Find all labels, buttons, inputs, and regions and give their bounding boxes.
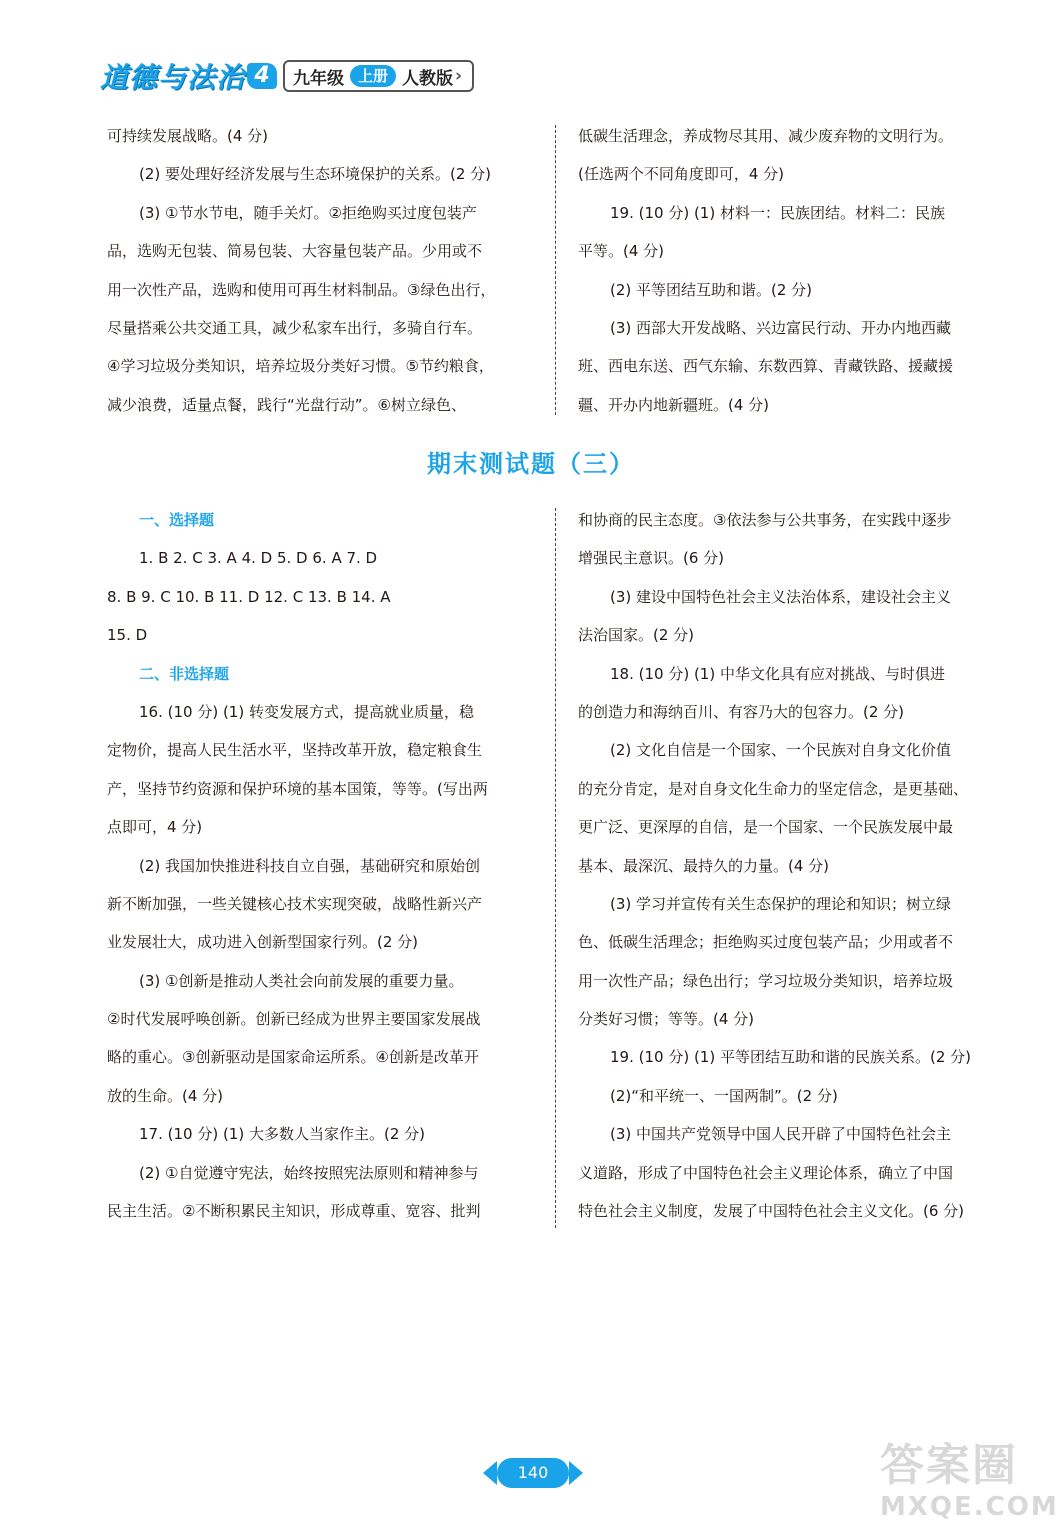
chevron-right-icon: ›	[455, 66, 463, 86]
text-line: 色、低碳生活理念；拒绝购买过度包装产品；少用或者不	[578, 933, 954, 952]
text-line: (2) 要处理好经济发展与生态环境保护的关系。(2 分)	[139, 165, 492, 184]
bottom-left-column	[107, 501, 527, 1230]
text-line: (2) 文化自信是一个国家、一个民族对自身文化价值	[610, 741, 952, 760]
section-title: 期末测试题（三）	[427, 450, 635, 478]
text-line: 的创造力和海纳百川、有容乃大的包容力。(2 分)	[578, 702, 905, 721]
text-line: (3) ①节水节电，随手关灯。②拒绝购买过度包装产	[139, 203, 477, 222]
text-line: 义道路，形成了中国特色社会主义理论体系，确立了中国	[578, 1163, 954, 1182]
header-info-box	[283, 60, 474, 92]
text-line: (3) ①创新是推动人类社会向前发展的重要力量。	[139, 971, 464, 990]
text-line: 17. (10 分) (1) 大多数人当家作主。(2 分)	[139, 1125, 425, 1144]
watermark-logo	[880, 1440, 1059, 1530]
text-line: 定物价，提高人民生活水平，坚持改革开放，稳定粮食生	[107, 741, 483, 760]
grade-label: 九年级	[293, 68, 345, 89]
text-line: 业发展壮大，成功进入创新型国家行列。(2 分)	[107, 933, 419, 952]
text-line: 用一次性产品；绿色出行；学习垃圾分类知识，培养垃圾	[578, 971, 954, 990]
text-line: ④学习垃圾分类知识，培养垃圾分类好习惯。⑤节约粮食，	[107, 357, 494, 376]
text-line: 分类好习惯；等等。(4 分)	[578, 1010, 755, 1029]
text-line: 更广泛、更深厚的自信，是一个国家、一个民族发展中最	[578, 818, 954, 837]
text-line: (3) 中国共产党领导中国人民开辟了中国特色社会主	[610, 1125, 952, 1144]
text-line: 低碳生活理念，养成物尽其用、减少废弃物的文明行为。	[578, 127, 954, 145]
text-line: 可持续发展战略。(4 分)	[107, 127, 269, 145]
answer-row: 15. D	[107, 626, 148, 645]
answer-row: 8. B 9. C 10. B 11. D 12. C 13. B 14. A	[107, 587, 391, 606]
text-line: 特色社会主义制度，发展了中国特色社会主义文化。(6 分)	[578, 1202, 965, 1221]
watermark-text: 答案圈	[880, 1440, 1018, 1491]
text-line: 减少浪费，适量点餐，践行“光盘行动”。⑥树立绿色、	[107, 395, 466, 414]
top-left-column	[107, 117, 527, 424]
text-line: (3) 西部大开发战略、兴边富民行动、开办内地西藏	[610, 318, 952, 337]
watermark-url: MXQE.COM	[880, 1492, 1059, 1522]
text-line: 新不断加强，一些关键核心技术实现突破，战略性新兴产	[107, 894, 483, 913]
text-line: (2) 平等团结互助和谐。(2 分)	[610, 280, 813, 299]
text-line: 18. (10 分) (1) 中华文化具有应对挑战、与时俱进	[610, 664, 945, 683]
text-line: 放的生命。(4 分)	[107, 1086, 224, 1105]
column-divider-top	[555, 125, 556, 415]
text-line: (3) 学习并宣传有关生态保护的理论和知识；树立绿	[610, 894, 952, 913]
text-line: 点即可，4 分)	[107, 818, 203, 837]
text-line: 品，选购无包装、简易包装、大容量包装产品。少用或不	[107, 242, 483, 261]
text-line: 平等。(4 分)	[578, 242, 665, 261]
brand-number-badge: 4	[247, 63, 277, 89]
text-line: (2) ①自觉遵守宪法，始终按照宪法原则和精神参与	[139, 1163, 479, 1182]
section-heading-nonchoice: 二、非选择题	[139, 664, 230, 683]
text-line: 增强民主意识。(6 分)	[578, 549, 725, 568]
text-line: 16. (10 分) (1) 转变发展方式，提高就业质量，稳	[139, 702, 474, 721]
text-line: 略的重心。③创新驱动是国家命运所系。④创新是改革开	[107, 1048, 479, 1067]
answer-row: 1. B 2. C 3. A 4. D 5. D 6. A 7. D	[139, 549, 378, 568]
text-line: 19. (10 分) (1) 材料一：民族团结。材料二：民族	[610, 203, 945, 222]
text-line: 法治国家。(2 分)	[578, 626, 695, 645]
text-line: (3) 建设中国特色社会主义法治体系，建设社会主义	[610, 587, 952, 606]
page-header	[100, 58, 474, 94]
text-line: (任选两个不同角度即可，4 分)	[578, 165, 785, 184]
volume-pill: 上册	[350, 65, 396, 87]
section-heading-choice: 一、选择题	[139, 511, 215, 529]
edition-label: 人教版	[402, 68, 454, 89]
text-line: 用一次性产品，选购和使用可再生材料制品。③绿色出行，	[107, 280, 496, 299]
text-line: ②时代发展呼唤创新。创新已经成为世界主要国家发展战	[107, 1010, 481, 1029]
page-number: 140	[497, 1458, 569, 1488]
text-line: (2)“和平统一、一国两制”。(2 分)	[610, 1086, 838, 1105]
text-line: 疆、开办内地新疆班。(4 分)	[578, 395, 770, 414]
text-line: 和协商的民主态度。③依法参与公共事务，在实践中逐步	[578, 511, 952, 529]
bottom-right-column	[578, 501, 998, 1230]
text-line: 的充分肯定，是对自身文化生命力的坚定信念，是更基础、	[578, 779, 969, 798]
top-right-column	[578, 117, 998, 424]
text-line: 基本、最深沉、最持久的力量。(4 分)	[578, 856, 830, 875]
text-line: 产，坚持节约资源和保护环境的基本国策，等等。(写出两	[107, 779, 488, 798]
text-line: 班、西电东送、西气东输、东数西算、青藏铁路、援藏援	[578, 357, 954, 376]
text-line: 民主生活。②不断积累民主知识，形成尊重、宽容、批判	[107, 1202, 481, 1221]
book-brand-title: 道德与法治	[100, 61, 246, 94]
text-line: 尽量搭乘公共交通工具，减少私家车出行，多骑自行车。	[107, 318, 483, 337]
text-line: (2) 我国加快推进科技自立自强，基础研究和原始创	[139, 856, 481, 875]
text-line: 19. (10 分) (1) 平等团结互助和谐的民族关系。(2 分)	[610, 1048, 971, 1067]
column-divider-bottom	[555, 508, 556, 1228]
